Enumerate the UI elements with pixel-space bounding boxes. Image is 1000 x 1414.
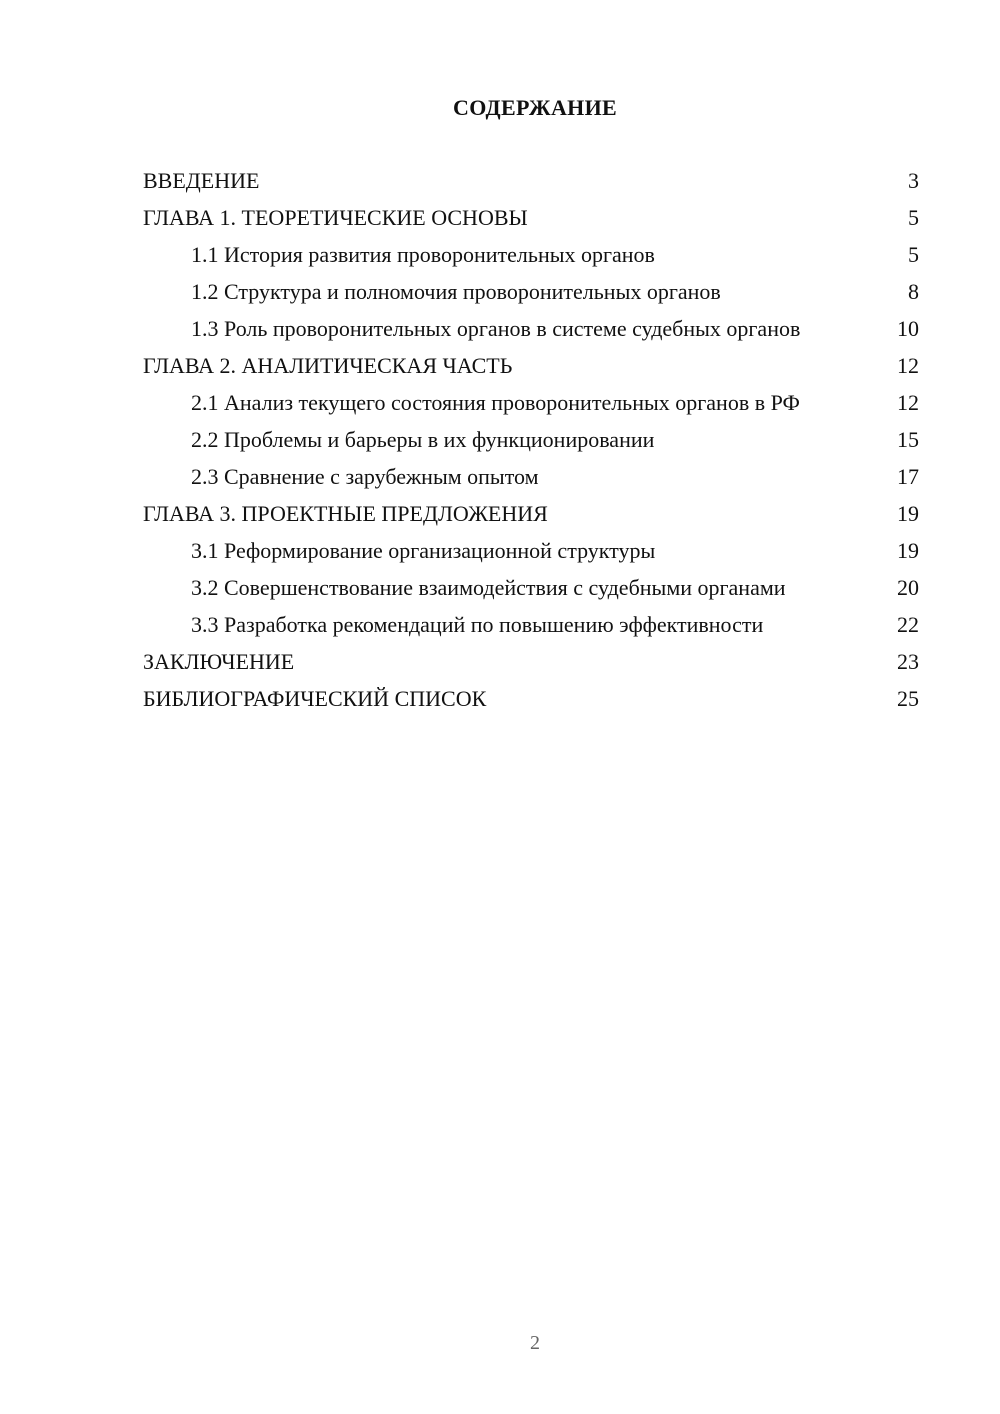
toc-entry-page: 19 xyxy=(897,538,919,563)
toc-entry-page: 8 xyxy=(908,279,919,304)
toc-entry-text: ГЛАВА 1. ТЕОРЕТИЧЕСКИЕ ОСНОВЫ xyxy=(143,205,528,230)
toc-entry-text: 3.2 Совершенствование взаимодействия с судебными органами xyxy=(191,575,786,600)
toc-entry-page: 23 xyxy=(897,649,919,674)
toc-entry-text: 1.1 История развития проворонительных органов xyxy=(191,242,655,267)
toc-entry-text: ВВЕДЕНИЕ xyxy=(143,168,260,193)
toc-entry-text: ЗАКЛЮЧЕНИЕ xyxy=(143,649,295,674)
toc-entry-page: 3 xyxy=(908,168,919,193)
toc-entry-section-1-3[interactable] xyxy=(143,316,919,342)
toc-entry-bibliography[interactable] xyxy=(143,686,919,712)
toc-entry-section-2-3[interactable] xyxy=(143,464,919,490)
toc-entry-chapter-3[interactable] xyxy=(143,501,919,527)
toc-entry-section-3-3[interactable] xyxy=(143,612,919,638)
toc-entry-text: 3.3 Разработка рекомендаций по повышению эффективности xyxy=(191,612,764,637)
toc-entry-text: 2.2 Проблемы и барьеры в их функционировании xyxy=(191,427,655,452)
page-number: 2 xyxy=(530,1332,540,1354)
table-of-contents xyxy=(143,168,919,723)
toc-entry-conclusion[interactable] xyxy=(143,649,919,675)
toc-entry-text: 1.2 Структура и полномочия проворонительных органов xyxy=(191,279,721,304)
toc-entry-text: 2.1 Анализ текущего состояния проворонительных органов в РФ xyxy=(191,390,800,415)
toc-entry-page: 25 xyxy=(897,686,919,711)
toc-entry-section-3-1[interactable] xyxy=(143,538,919,564)
toc-entry-text: ГЛАВА 2. АНАЛИТИЧЕСКАЯ ЧАСТЬ xyxy=(143,353,513,378)
toc-entry-section-2-2[interactable] xyxy=(143,427,919,453)
toc-entry-page: 20 xyxy=(897,575,919,600)
toc-entry-text: 3.1 Реформирование организационной структуры xyxy=(191,538,656,563)
toc-entry-chapter-2[interactable] xyxy=(143,353,919,379)
toc-entry-text: ГЛАВА 3. ПРОЕКТНЫЕ ПРЕДЛОЖЕНИЯ xyxy=(143,501,548,526)
toc-entry-page: 17 xyxy=(897,464,919,489)
toc-entry-page: 19 xyxy=(897,501,919,526)
toc-entry-chapter-1[interactable] xyxy=(143,205,919,231)
toc-entry-page: 10 xyxy=(897,316,919,341)
toc-entry-section-1-1[interactable] xyxy=(143,242,919,268)
toc-entry-page: 12 xyxy=(897,353,919,378)
toc-entry-text: 2.3 Сравнение с зарубежным опытом xyxy=(191,464,539,489)
toc-entry-page: 5 xyxy=(908,242,919,267)
toc-entry-section-1-2[interactable] xyxy=(143,279,919,305)
toc-entry-text: 1.3 Роль проворонительных органов в системе судебных органов xyxy=(191,316,801,341)
page-title: СОДЕРЖАНИЕ xyxy=(453,95,617,120)
toc-entry-section-3-2[interactable] xyxy=(143,575,919,601)
toc-entry-text: БИБЛИОГРАФИЧЕСКИЙ СПИСОК xyxy=(143,686,487,711)
toc-entry-introduction[interactable] xyxy=(143,168,919,194)
toc-entry-page: 15 xyxy=(897,427,919,452)
toc-entry-page: 12 xyxy=(897,390,919,415)
toc-entry-page: 22 xyxy=(897,612,919,637)
toc-entry-section-2-1[interactable] xyxy=(143,390,919,416)
toc-entry-page: 5 xyxy=(908,205,919,230)
